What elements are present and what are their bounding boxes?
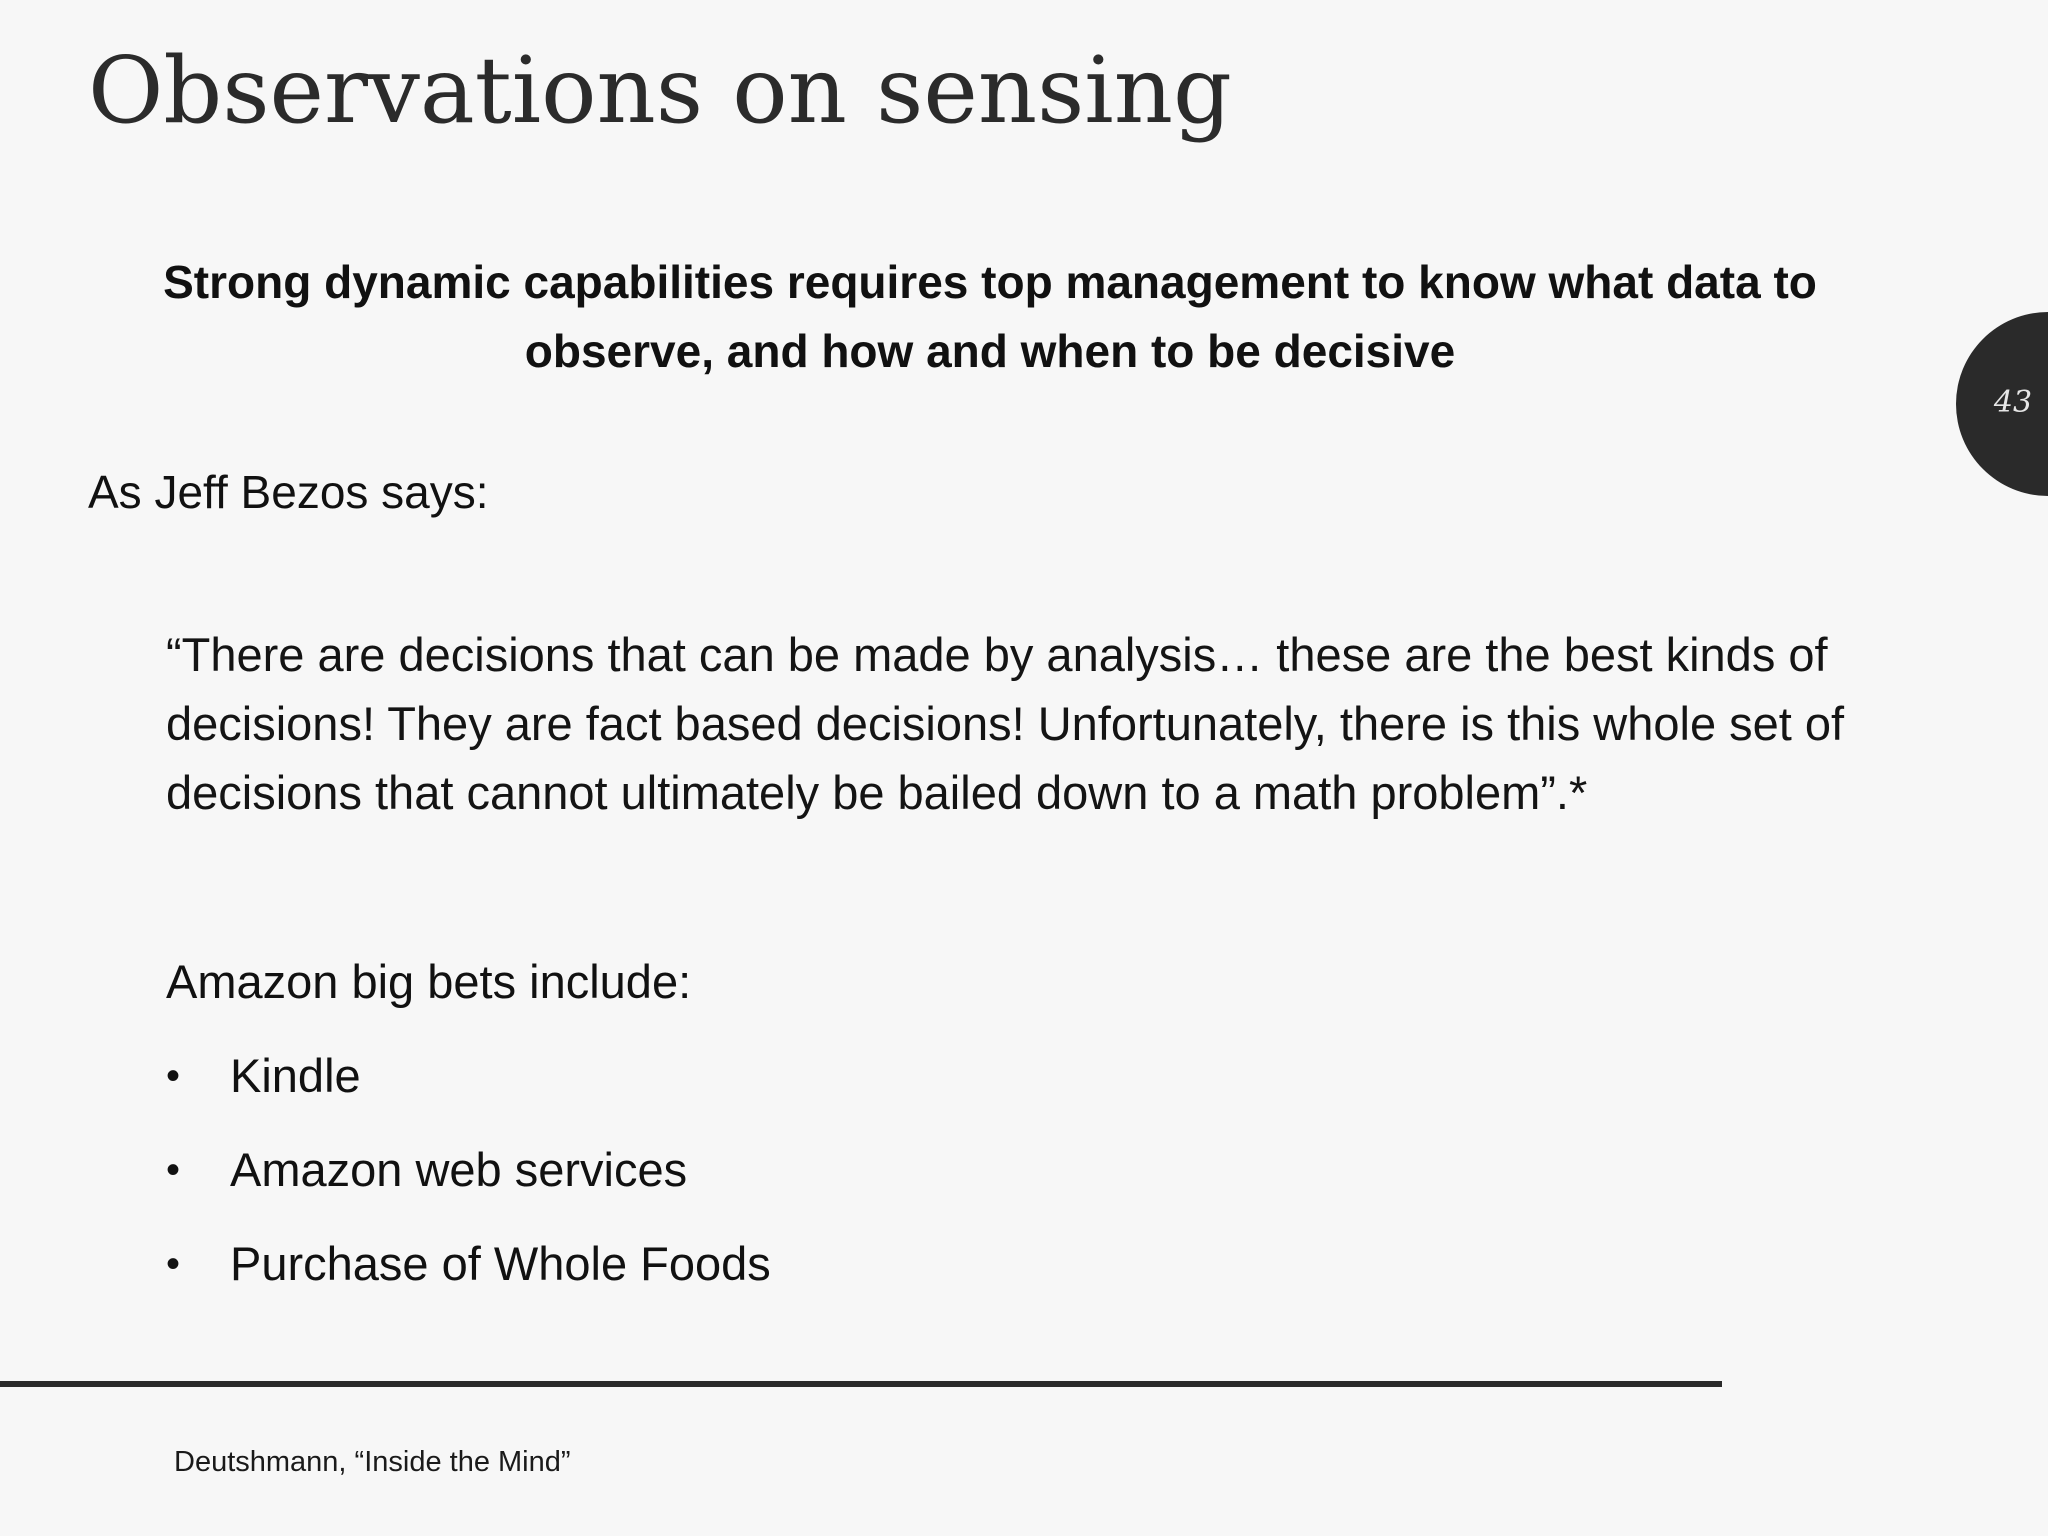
page-number: 43 <box>1993 385 2033 420</box>
bet-label: Purchase of Whole Foods <box>230 1237 771 1290</box>
bets-heading: Amazon big bets include: <box>166 955 692 1008</box>
bet-label: Amazon web services <box>230 1143 688 1196</box>
bullet-icon: • <box>166 1242 181 1286</box>
list-item <box>166 1044 771 1138</box>
bullet-icon: • <box>166 1054 181 1098</box>
slide-title: Observations on sensing <box>88 37 1232 144</box>
quote-intro: As Jeff Bezos says: <box>88 466 489 518</box>
bet-label: Kindle <box>230 1049 361 1102</box>
list-item <box>166 1138 771 1232</box>
bullet-icon: • <box>166 1148 181 1192</box>
footer-divider <box>0 1381 1722 1387</box>
list-item <box>166 1232 771 1326</box>
bezos-quote: “There are decisions that can be made by analysis… these are the best kinds of decisions! They are fact based decisions! Unfortunately, there is this whole set of decisions that cannot ultimately be bailed down to a math problem”.* <box>166 628 1845 819</box>
thesis-statement: Strong dynamic capabilities requires top management to know what data to observe, and how and when to be decisive <box>163 256 1817 377</box>
bets-list <box>166 1044 771 1326</box>
footnote: Deutshmann, “Inside the Mind” <box>174 1446 571 1478</box>
